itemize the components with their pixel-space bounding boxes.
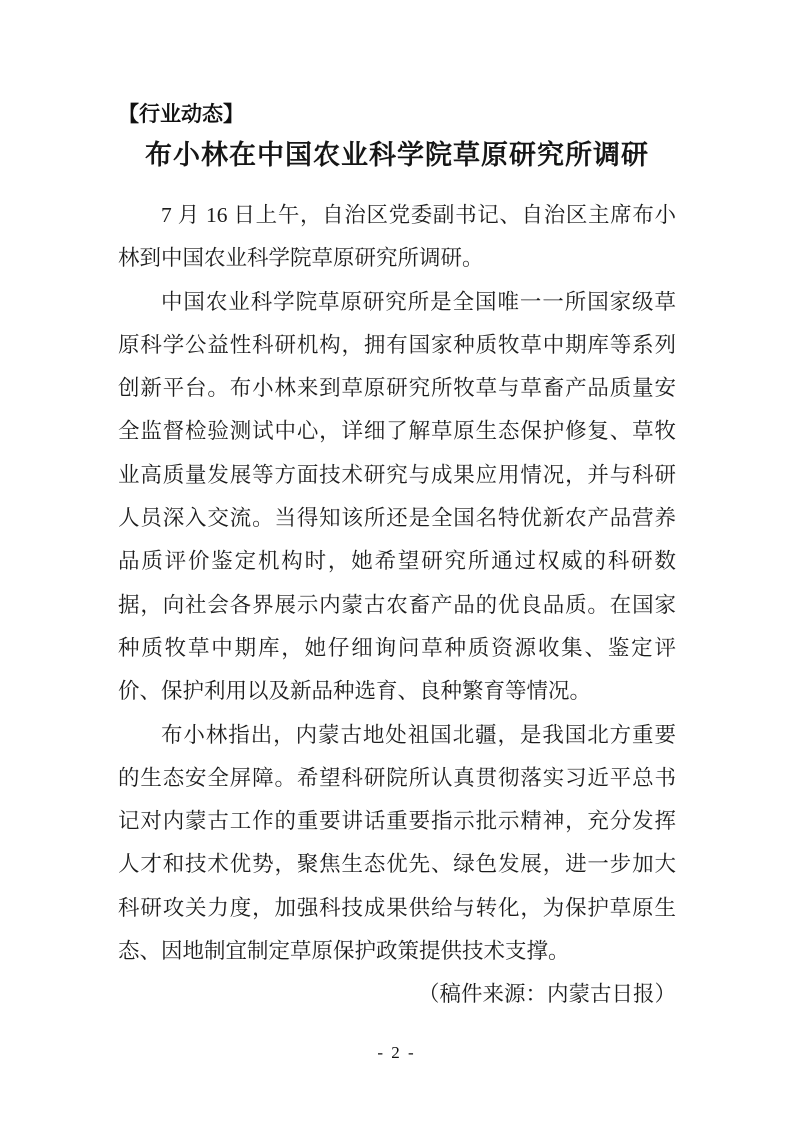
article-title: 布小林在中国农业科学院草原研究所调研 — [145, 140, 649, 170]
paragraph-3: 布小林指出，内蒙古地处祖国北疆，是我国北方重要的生态安全屏障。希望科研院所认真贯彻落实习近平总书记对内蒙古工作的重要讲话重要指示批示精神，充分发挥人才和技术优势，聚焦生态优先、绿色发展，进一步加大科研攻关力度，加强科技成果供给与转化，为保护草原生态、因地制宜制定草原保护政策提供技术支撑。 — [118, 722, 676, 964]
page-number: - 2 - — [377, 1043, 416, 1062]
paragraph-2: 中国农业科学院草原研究所是全国唯一一所国家级草原科学公益性科研机构，拥有国家种质牧草中期库等系列创新平台。布小林来到草原研究所牧草与草畜产品质量安全监督检验测试中心，详细了解草原生态保护修复、草牧业高质量发展等方面技术研究与成果应用情况，并与科研人员深入交流。当得知该所还是全国名特优新农产品营养品质评价鉴定机构时，她希望研究所通过权威的科研数据，向社会各界展示内蒙古农畜产品的优良品质。在国家种质牧草中期库，她仔细询问草种质资源收集、鉴定评价、保护利用以及新品种选育、良种繁育等情况。 — [118, 289, 676, 704]
source-attribution: （稿件来源：内蒙古日报） — [417, 982, 676, 1007]
section-tag: 【行业动态】 — [118, 103, 244, 126]
document-page — [118, 100, 676, 1017]
paragraph-1: 7 月 16 日上午，自治区党委副书记、自治区主席布小林到中国农业科学院草原研究所调研。 — [118, 203, 676, 271]
